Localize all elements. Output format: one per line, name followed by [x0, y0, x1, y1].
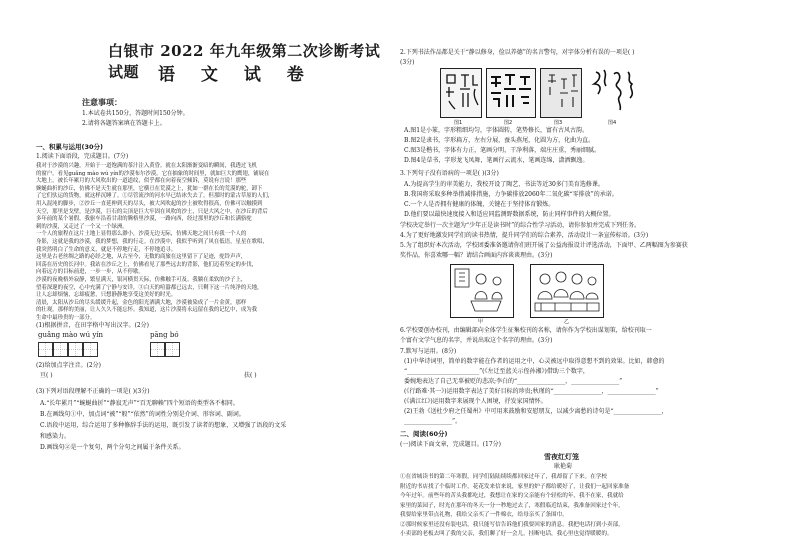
q5-stem-cont: 奖作品，你喜欢哪一幅？请结合画面内容谈谈理由。(3分): [400, 252, 553, 259]
q1-sub1: (1)根据拼音，在田字格中写出汉字。(2分): [36, 322, 149, 329]
grid-cell[interactable]: [165, 342, 180, 357]
cursive-script-icon: [590, 66, 640, 118]
passage-line: 用入混沌的脚步，②沙丘一直延伸到天的尽头，被大风吹起的沙土被吹得很高，仿佛可以触摸到: [36, 201, 263, 207]
notice-heading: 注意事项：: [82, 98, 122, 107]
article-line: 今年过年。前些年的苦头我都吃过，我想让在家的父亲能有个轻松的年，我不在家，我就给: [400, 493, 624, 499]
q7-line[interactable]: ________________”。: [404, 418, 462, 425]
q7-stem: 7.默写与运用。(8分): [400, 348, 457, 355]
pinyin-2: pāng bó: [150, 331, 179, 339]
grid-cell[interactable]: [38, 342, 53, 357]
passage-line: 让人忘却烦恼，忘却疲惫，只想静静地享受这美好的时光。: [36, 292, 177, 299]
passage-line: 清晨，太阳从沙丘的尽头缓缓升起，金色的阳光洒满大地，沙漠被染成了一片金黄，那样: [36, 299, 247, 306]
q7-line[interactable]: (2)王勃《送杜少府之任蜀州》中可用来鼓励和安慰朋友，以减少离愁的诗句是“________________，: [404, 408, 668, 415]
passage-line: 我对于沙漠的兴趣，开始于一道饱满的茶汁注入黄昏。就在太阳渐渐变暗的瞬间，我透过飞机: [36, 163, 258, 169]
grid-cell[interactable]: [53, 342, 68, 357]
q3-option-a: A.为提高学生的审美能力，我校开设了陶艺、书法等近30多门美育选修课。: [404, 181, 604, 188]
passage-line: 望着深邃的夜空，心中充满了宁静与安详，③白天的喧嚣都已远去，只剩下这一片纯净的天地，: [36, 284, 263, 291]
passage-line: 向着远方的目标前进，一步一步，从不停歇。: [36, 269, 144, 276]
right-column: [394, 0, 794, 550]
passage-line: 一个人的旅程在这片土地上显得那么渺小，沙漠无边无际，仿佛天地之间只有我一个人的: [36, 231, 247, 238]
article-line: 我要给家里带点礼物，我给父亲买了一件棉衣，给母亲买了条围巾。: [400, 512, 568, 518]
passage-line: 回荡在历史的长河中。我站在沙丘之上，仿佛看见了那些远去的背影，他们迈着坚定的步伐，: [36, 261, 258, 268]
section1-heading: 一、积累与运用(30分): [36, 143, 103, 151]
fig-caption: 图3: [554, 120, 563, 126]
exam-title: 白银市 2022 年九年级第二次诊断考试试题: [108, 42, 381, 81]
article-line: 家里的菜园子，时光在那年的冬天一分一秒地过去了，寒假临近结束，我准备回家过个年，: [400, 502, 624, 509]
q7-line[interactable]: 委婉地表达了自己无辜被贬的悲凉;李白的“________________，________________”: [404, 378, 623, 385]
fig-caption: 图4: [608, 120, 617, 126]
regular-script-icon: [541, 69, 581, 117]
left-column: [0, 0, 390, 550]
q2-option-d: D.图4是草书，字形龙飞凤舞，笔画行云流水，笔画连绵，潇洒飘逸。: [404, 157, 589, 164]
q2-option-b: B.图2是隶书，字形扁方，左右分展，蚕头燕尾，化圆为方，化曲为直。: [404, 137, 595, 144]
passage-line: 天空，那里是戈壁，是沙漠，巨石的尖顶是巨大牢固在风吹的沙土，只是大风之中，在沙丘的背后: [36, 208, 268, 215]
fig-caption: 图1: [454, 120, 463, 126]
passage-line: 身影，这就是我的沙漠，我的梦想，我的行走。在沙漠中，我似乎听到了风在低语，星星在歌唱，: [36, 239, 268, 245]
calligraphy-fig3: [540, 68, 582, 118]
passage-line: 婉蜒曲折的沙丘，仿佛不是天生就在那里，它横亘在荒漠之上，犹如一群在长的荒漠的驼，卸下: [36, 185, 263, 192]
exam-subject: 语 文 试 卷: [158, 65, 314, 85]
poster-label-jia: 甲: [478, 319, 484, 325]
option-a: A.“长年累月”“蜿蜒曲折”“静寂无声”“百无聊赖”四个短语的类型各不相同。: [40, 400, 239, 407]
q1-sub2: (2)给加点字注音。(2分): [36, 362, 101, 369]
q7-line: (《满江红》)运用数字来展现个人困境，抒发家国情怀。: [404, 398, 547, 405]
option-c-cont: 和感染力。: [40, 433, 71, 440]
grid-cell[interactable]: [83, 342, 98, 357]
calligraphy-fig2: [486, 68, 536, 118]
passage-line: 这里是古老丝绸之路的必经之地，从古至今，无数的商旅在这里留下了足迹，驼铃声声，: [36, 254, 247, 261]
article-line: ②那时候家里还没有装电话，我只能写信告诉他们我要回家的消息。我把电话打到小卖部，: [400, 521, 624, 528]
q5-stem: 5.为了组织好本次活动，学校团委准备邀请你们班开展了公益海报设计评选活动，下面甲、乙两幅图为参赛获: [400, 242, 688, 249]
notice-item: 1.本试卷共150分，答题时间150分钟。: [82, 110, 189, 117]
article-line: 小卖部的老板去叫了我的父亲，我们聊了好一会儿，挂断电话，我心里也觉得暖暖的。: [400, 531, 613, 537]
section2-heading: 二、阅读(60分): [400, 430, 448, 438]
activity-intro: 学校决定举行一次主题为“少年正是读书时”的综合性学习活动，请你参加并完成下列任务。: [400, 222, 641, 229]
reading-students-icon: [451, 265, 513, 317]
passage-line: 的窗户，看见guǎng mào wú yín的沙漠布尔沙漠，它在抽象的时间里，就如巨大的鹰翅，铺展在: [36, 170, 270, 177]
passage-line: 刺的沙漠，又走过了一个又一个绿洲。: [36, 223, 128, 230]
poster-yi: [530, 264, 604, 318]
passage-line: 的壮观，那样的美丽，让人久久不能忘怀。我知道，这片沙漠将永远留在我的记忆中，成为我: [36, 307, 258, 314]
reading1-intro: (一)阅读下面文章，完成题目。(17分): [400, 441, 501, 448]
q6-stem: 6.学校要创办校刊，由编辑部向全体学生征集校刊的名称，请你作为学校出谋划策，给校刊取一: [400, 327, 652, 334]
sub2-answer-a[interactable]: 亘( ): [40, 372, 53, 379]
passage-line: 我突然明白了生命的意义，就是不停地行走，不停地追寻。: [36, 246, 177, 253]
calligraphy-fig4: [590, 66, 640, 118]
option-c: C.语段中运用，综合运用了多种修辞手法的运用，既引发了读者的想象，又增强了语段的文采: [40, 422, 287, 429]
option-d: D.画线句②是一个复句，两个分句之间属于条件关系。: [40, 444, 185, 451]
grid-cell[interactable]: [68, 342, 83, 357]
seal-script-icon: [441, 69, 481, 117]
sub2-answer-b[interactable]: 扶( ): [244, 372, 257, 379]
option-b: B.在画线句①中，加点词“被”“般”“依然”的词性分别是介词、形容词、副词。: [40, 411, 245, 418]
q1-sub3: (3)下列对语段理解不正确的一项是( )(3分): [36, 388, 150, 395]
passage-line: 沙漠的夜晚格外寂静，繁星满天，银河横贯天际，仿佛触手可及。我躺在柔软的沙子上，: [36, 277, 247, 283]
q7-line[interactable]: “________________________”(《左迁至蓝关示侄孙湘》)借助三个数字，: [404, 368, 589, 375]
q2-score: (3分): [400, 59, 415, 66]
article-line: ①在省城读书的第二年寒假，同学们陆陆续续都回家过年了，我却留了下来。在学校: [400, 474, 607, 480]
library-scene-icon: [531, 265, 603, 317]
passage-line: 了它们驮运的货物，就这样沉睡了。①尽管流沙的河水早已结冰失去了，但那时的蒙古草原的人们，: [36, 193, 274, 200]
q3-option-d: D.他们要以最快速度接入和适应同监测野数据系统，防止同样事件的大概位置。: [404, 211, 615, 218]
fig-caption: 图2: [504, 120, 513, 126]
article-title: 雪夜红灯笼: [544, 452, 579, 461]
poster-jia: [450, 264, 514, 318]
q1-intro: 1.阅读下面语段，完成题目。(7分): [36, 153, 129, 160]
article-line: 附近的书店找了个临时工作，花花发来信来说，家里的炉子都给暖好了，让我们一起回家准备: [400, 483, 630, 490]
q2-option-c: C.图3是楷书，字体有力正，笔画分明，干净利落，端庄庄重，秀丽细腻。: [404, 147, 601, 154]
q3-option-c: C.一个人是否拥有健康的体魄，关键在于坚持体育锻炼。: [404, 201, 555, 208]
q6-stem-cont: 个富有文学气息的名字，并说出取这个名字的理由。(3分): [400, 337, 553, 344]
article-author: 耿艳菊: [554, 463, 573, 470]
passage-line: 多年前的某个暑假，我驱车沿着甘肃的腾格里沙漠，一路向西，经过那里的沙丘和长满骆驼: [36, 216, 252, 223]
grid-cell[interactable]: [150, 342, 165, 357]
passage-line: 生命中最珍贵的一部分。: [36, 315, 96, 321]
q2-stem: 2.下列书法作品都是关于“静以修身，俭以养德”的名言警句，对字体分析有误的一项是( ): [400, 49, 635, 56]
poster-label-yi: 乙: [564, 319, 570, 325]
passage-line: 大地上。被长年累月的大风吹出的一道道纹，似乎都在向着夜空倾诉，莫说有言说！那些: [36, 178, 247, 185]
notice-item: 2.请将各题答案填在答题卡上。: [82, 120, 166, 127]
q4-stem: 4.为了更好地激发同学们的读书热情，提升同学们的综合素养，活动设计一条宣传标语。(3分): [400, 232, 649, 239]
q7-line: (1)中华诗词里，简单的数字能在作者的运用之中，心灵被远中取得意想不到的效果。比如，韩愈的: [404, 358, 665, 365]
q7-line[interactable]: (《行路难·其一》)运用数字表达了美好目标的珍贵;秋瑾的“________________，________________”: [404, 388, 659, 395]
q2-option-a: A.图1是小篆，字形粗细均匀，字体圆转，笔势修长，富有古风古韵。: [404, 127, 589, 134]
pinyin-1: guǎng mào wú yín: [38, 331, 104, 339]
clerical-script-icon: [487, 69, 535, 117]
q3-stem: 3.下列句子没有语病的一项是( )(3分): [400, 170, 499, 177]
calligraphy-fig1: [440, 68, 482, 118]
q3-option-b: B.我国将采取多种举措减排措施，力争碳排放2060年二氧化碳“零排放”的承诺。: [404, 191, 618, 198]
